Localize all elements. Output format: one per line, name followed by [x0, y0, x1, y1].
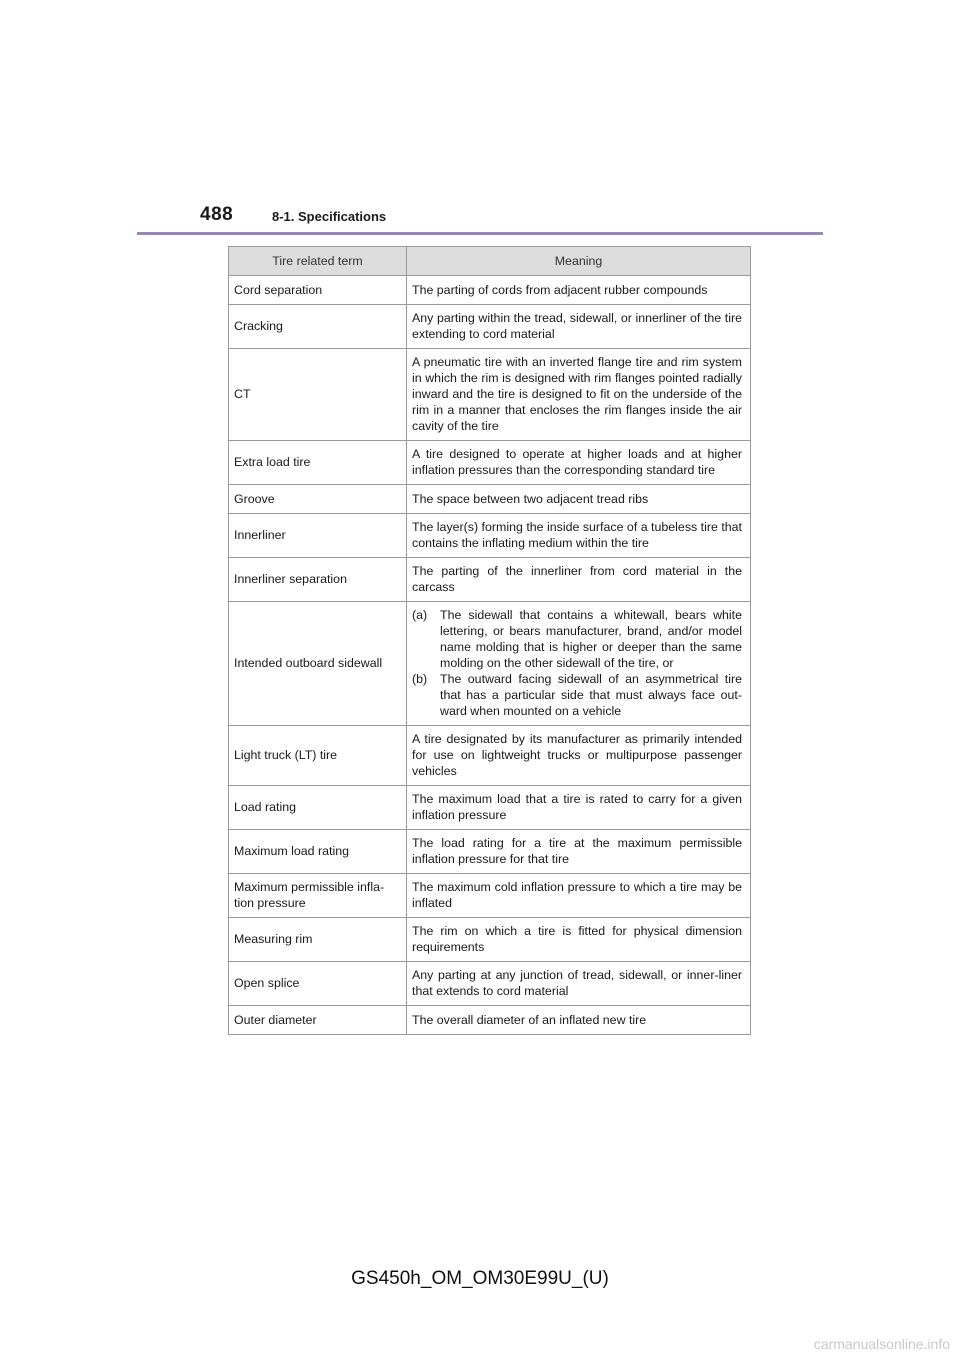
- table-row: [229, 305, 751, 349]
- table-row: [229, 830, 751, 874]
- table-row: [229, 962, 751, 1006]
- term-cell: Cracking: [229, 305, 407, 349]
- table-row: [229, 786, 751, 830]
- meaning-cell: The layer(s) forming the inside surface of a tubeless tire that contains the inflating medium within the tire: [407, 514, 751, 558]
- list-marker: (a): [412, 608, 428, 622]
- meaning-cell: Any parting within the tread, sidewall, or innerliner of the tire extending to cord material: [407, 305, 751, 349]
- meaning-cell: A tire designated by its manufacturer as primarily intended for use on lightweight trucks or multipurpose passenger vehicles: [407, 726, 751, 786]
- table-row: [229, 485, 751, 514]
- term-cell: Cord separation: [229, 276, 407, 305]
- term-cell: Open splice: [229, 962, 407, 1006]
- table-row: [229, 1006, 751, 1035]
- term-cell: Extra load tire: [229, 441, 407, 485]
- term-cell: Load rating: [229, 786, 407, 830]
- meaning-cell: The load rating for a tire at the maximum permissible inflation pressure for that tire: [407, 830, 751, 874]
- meaning-cell: The space between two adjacent tread ribs: [407, 485, 751, 514]
- header-divider: [137, 232, 823, 235]
- table-row: [229, 726, 751, 786]
- table-row: [229, 349, 751, 441]
- table-row: [229, 602, 751, 726]
- term-cell: CT: [229, 349, 407, 441]
- table-row: [229, 276, 751, 305]
- table-row: [229, 918, 751, 962]
- term-cell: Intended outboard sidewall: [229, 602, 407, 726]
- term-cell: Innerliner separation: [229, 558, 407, 602]
- meaning-cell: Any parting at any junction of tread, sidewall, or inner-liner that extends to cord material: [407, 962, 751, 1006]
- meaning-cell: The parting of the innerliner from cord material in the carcass: [407, 558, 751, 602]
- meaning-cell: A pneumatic tire with an inverted flange tire and rim system in which the rim is designed with rim flanges pointed radially inward and the tire is designed to fit on the underside of the rim in a manner that encloses the rim flanges inside the air cavity of the tire: [407, 349, 751, 441]
- table-row: [229, 558, 751, 602]
- section-title: 8-1. Specifications: [272, 209, 387, 224]
- meaning-cell: A tire designed to operate at higher loads and at higher inflation pressures than the corresponding standard tire: [407, 441, 751, 485]
- meaning-list-item: [412, 607, 742, 671]
- term-cell: Measuring rim: [229, 918, 407, 962]
- table-body: [229, 276, 751, 1035]
- column-header-meaning: Meaning: [407, 247, 751, 276]
- meaning-cell: The parting of cords from adjacent rubber compounds: [407, 276, 751, 305]
- term-cell: Maximum permissible infla-tion pressure: [229, 874, 407, 918]
- footer-doc-code: GS450h_OM_OM30E99U_(U): [351, 1268, 609, 1289]
- page-number: 488: [200, 204, 234, 225]
- column-header-term: Tire related term: [229, 247, 407, 276]
- table-header-row: [229, 247, 751, 276]
- term-cell: Light truck (LT) tire: [229, 726, 407, 786]
- tire-terms-table: [228, 246, 751, 1035]
- term-cell: Maximum load rating: [229, 830, 407, 874]
- watermark: carmanualsonline.info: [813, 1336, 950, 1352]
- meaning-list-item: [412, 671, 742, 719]
- meaning-cell: [407, 602, 751, 726]
- list-text: The sidewall that contains a whitewall, bears white lettering, or bears manufacturer, brand, and/or model name molding that is higher or deeper than the same molding on the other sidewall of the tire, or: [440, 608, 742, 670]
- table-row: [229, 441, 751, 485]
- list-text: The outward facing sidewall of an asymmetrical tire that has a particular side that must always face out-ward when mounted on a vehicle: [440, 672, 742, 718]
- meaning-cell: The maximum cold inflation pressure to which a tire may be inflated: [407, 874, 751, 918]
- list-marker: (b): [412, 672, 428, 686]
- term-cell: Outer diameter: [229, 1006, 407, 1035]
- term-cell: Innerliner: [229, 514, 407, 558]
- term-cell: Groove: [229, 485, 407, 514]
- table-row: [229, 514, 751, 558]
- meaning-cell: The maximum load that a tire is rated to carry for a given inflation pressure: [407, 786, 751, 830]
- meaning-cell: The rim on which a tire is fitted for physical dimension requirements: [407, 918, 751, 962]
- table-row: [229, 874, 751, 918]
- meaning-cell: The overall diameter of an inflated new tire: [407, 1006, 751, 1035]
